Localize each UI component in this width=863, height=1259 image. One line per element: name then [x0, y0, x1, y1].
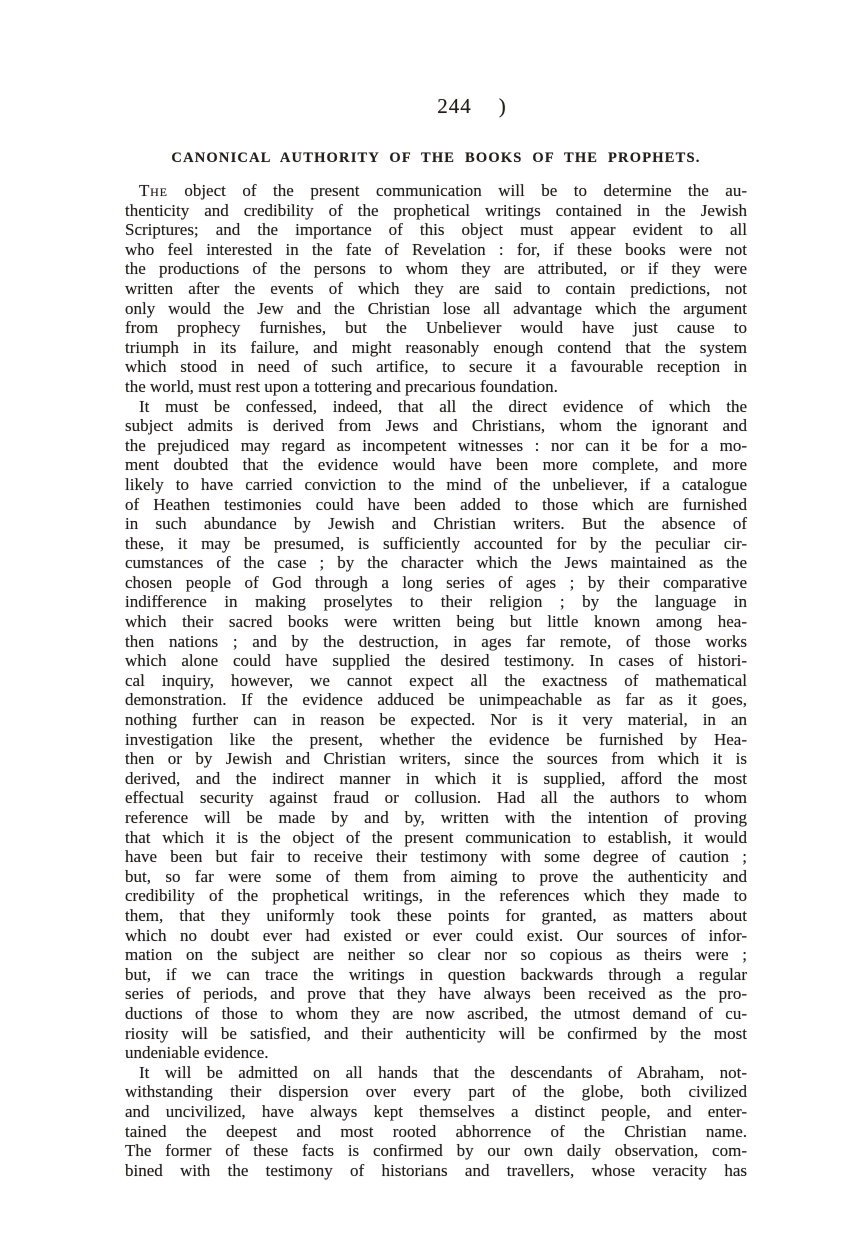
book-page [125, 94, 747, 1180]
text-line: in such abundance by Jewish and Christian writers. But the absence of [125, 514, 747, 534]
text-line: cumstances of the case ; by the character which the Jews maintained as the [125, 553, 747, 573]
text-line: thenticity and credibility of the prophetical writings contained in the Jewish [125, 200, 747, 220]
text-line: written after the events of which they are said to contain predictions, not [125, 278, 747, 298]
text-line: The former of these facts is confirmed by our own daily observation, com- [125, 1141, 747, 1161]
paragraph-1 [125, 181, 747, 397]
text-line: indifference in making proselytes to their religion ; by the language in [125, 592, 747, 612]
text-line: demonstration. If the evidence adduced be unimpeachable as far as it goes, [125, 690, 747, 710]
text-line: these, it may be presumed, is sufficiently accounted for by the peculiar cir- [125, 533, 747, 553]
paragraph-lines [125, 1063, 747, 1181]
text-line: riosity will be satisfied, and their authenticity will be confirmed by the most [125, 1023, 747, 1043]
text-line: and uncivilized, have always kept themselves a distinct people, and enter- [125, 1101, 747, 1121]
paragraph-3 [125, 1063, 747, 1181]
first-line-text: object of the present communication will be to determine the au- [184, 181, 748, 200]
text-line: then or by Jewish and Christian writers, since the sources from which it is [125, 749, 747, 769]
header-bracket: ) [498, 94, 507, 118]
text-line: bined with the testimony of historians and travellers, whose veracity has [125, 1160, 747, 1180]
text-line: chosen people of God through a long series of ages ; by their comparative [125, 572, 747, 592]
text-line: series of periods, and prove that they have always been received as the pro- [125, 984, 747, 1004]
paragraph-lines [125, 397, 747, 1063]
text-line: It must be confessed, indeed, that all the direct evidence of which the [139, 396, 747, 416]
text-line: them, that they uniformly took these points for granted, as matters about [125, 905, 747, 925]
text-line: investigation like the present, whether the evidence be furnished by Hea- [125, 729, 747, 749]
text-line: ment doubted that the evidence would have been more complete, and more [125, 455, 747, 475]
text-line: the prejudiced may regard as incompetent witnesses : nor can it be for a mo- [125, 435, 747, 455]
article-body [125, 181, 747, 1180]
text-line: of Heathen testimonies could have been added to those which are furnished [125, 494, 747, 514]
text-line: credibility of the prophetical writings, in the references which they made to [125, 886, 747, 906]
lead-word: The [139, 181, 168, 200]
text-line: cal inquiry, however, we cannot expect all the exactness of mathematical [125, 670, 747, 690]
text-line: subject admits is derived from Jews and Christians, whom the ignorant and [125, 416, 747, 436]
text-line: effectual security against fraud or collusion. Had all the authors to whom [125, 788, 747, 808]
text-line: then nations ; and by the destruction, in ages far remote, of those works [125, 631, 747, 651]
article-title: CANONICAL AUTHORITY OF THE BOOKS OF THE PROPHETS. [171, 150, 701, 166]
text-line: Scriptures; and the importance of this object must appear evident to all [125, 220, 747, 240]
text-line: likely to have carried conviction to the mind of the unbeliever, if a catalogue [125, 474, 747, 494]
paragraph-lines [125, 201, 747, 397]
text-line: the world, must rest upon a tottering and precarious foundation. [125, 376, 558, 396]
text-line [125, 181, 747, 201]
page-header [161, 94, 783, 119]
page-number: 244 [437, 94, 472, 118]
text-line: which no doubt ever had existed or ever could exist. Our sources of infor- [125, 925, 747, 945]
text-line: withstanding their dispersion over every part of the globe, both civilized [125, 1082, 747, 1102]
text-line: It will be admitted on all hands that the descendants of Abraham, not- [139, 1062, 747, 1082]
text-line: which their sacred books were written being but little known among hea- [125, 612, 747, 632]
text-line: have been but fair to receive their testimony with some degree of caution ; [125, 847, 747, 867]
paragraph-2 [125, 397, 747, 1063]
text-line: ductions of those to whom they are now ascribed, the utmost demand of cu- [125, 1003, 747, 1023]
text-line: tained the deepest and most rooted abhorrence of the Christian name. [125, 1121, 747, 1141]
text-line: mation on the subject are neither so clear nor so copious as theirs were ; [125, 945, 747, 965]
text-line: which alone could have supplied the desired testimony. In cases of histori- [125, 651, 747, 671]
text-line: derived, and the indirect manner in which it is supplied, afford the most [125, 768, 747, 788]
text-line: who feel interested in the fate of Revelation : for, if these books were not [125, 239, 747, 259]
text-line: which stood in need of such artifice, to secure it a favourable reception in [125, 357, 747, 377]
text-line: the productions of the persons to whom they are attributed, or if they were [125, 259, 747, 279]
text-line: reference will be made by and by, written with the intention of proving [125, 808, 747, 827]
text-line: nothing further can in reason be expected. Nor is it very material, in an [125, 710, 747, 730]
text-line: undeniable evidence. [125, 1043, 269, 1063]
text-line: only would the Jew and the Christian lose all advantage which the argument [125, 298, 747, 318]
text-line: but, so far were some of them from aiming to prove the authenticity and [125, 866, 747, 886]
text-line: triumph in its failure, and might reasonably enough contend that the system [125, 337, 747, 357]
text-line: but, if we can trace the writings in question backwards through a regular [125, 964, 747, 984]
text-line: that which it is the object of the present communication to establish, it would [125, 827, 747, 847]
text-line: from prophecy furnishes, but the Unbeliever would have just cause to [125, 318, 747, 338]
